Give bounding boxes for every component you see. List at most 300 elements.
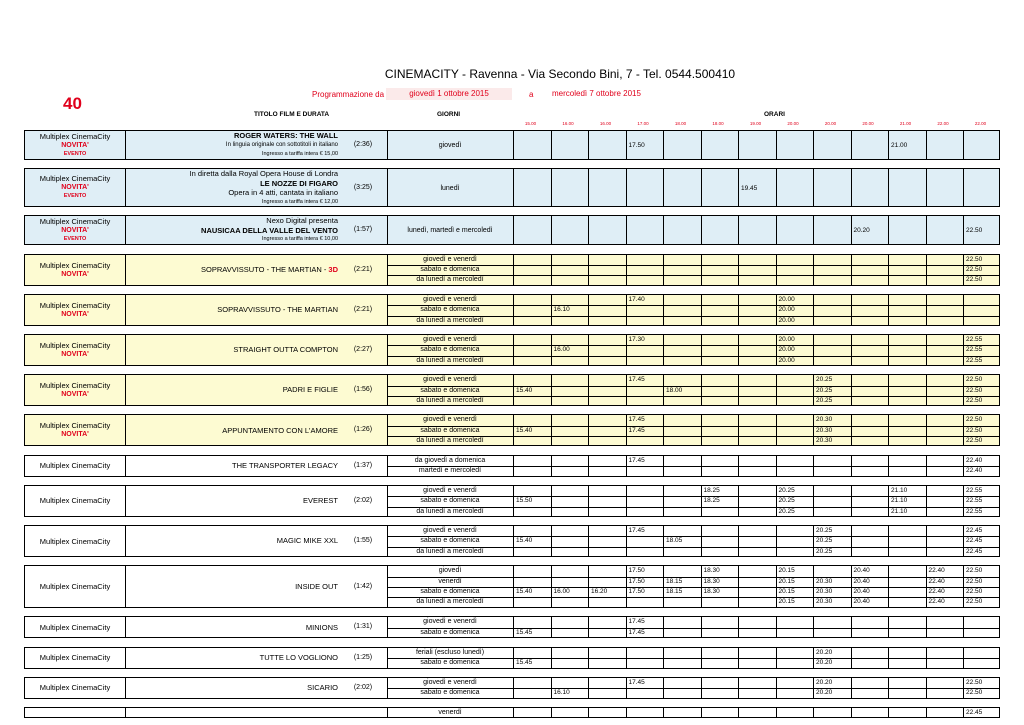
showtime: 20.20 <box>816 658 833 666</box>
film-block <box>24 616 1000 638</box>
film-title <box>98 582 338 592</box>
showtime: 17.45 <box>628 527 645 534</box>
film-title-line: Nexo Digital presenta <box>266 216 338 226</box>
showtime: 20.25 <box>816 527 833 534</box>
grid-line <box>888 708 889 717</box>
evento-badge: EVENTO <box>63 193 87 200</box>
grid-line <box>551 526 552 556</box>
novita-badge: NOVITA' <box>61 141 89 149</box>
showtime: 22.50 <box>966 386 983 394</box>
film-title-line: SOPRAVVISSUTO - THE MARTIAN <box>217 305 338 315</box>
showtime: 20.25 <box>816 547 833 555</box>
showtime: 20.15 <box>778 587 795 595</box>
showtime: 19.45 <box>741 184 758 192</box>
grid-line <box>588 375 589 405</box>
film-title-line: In diretta dalla Royal Opera House di Londra <box>189 169 338 179</box>
schedule-days: da lunedì a mercoledì <box>416 598 484 606</box>
showtime: 20.30 <box>816 437 833 445</box>
grid-line <box>626 708 627 717</box>
grid-line <box>926 415 927 445</box>
cinema-label: Multiplex CinemaCity <box>39 216 111 226</box>
column-header-orari: ORARI <box>764 111 785 118</box>
film-title-line: LE NOZZE DI FIGARO <box>260 178 338 188</box>
showtime: 20.15 <box>778 577 795 585</box>
showtime: 22.40 <box>928 567 945 575</box>
grid-line <box>926 295 927 325</box>
schedule-days: sabato e domenica <box>420 265 480 273</box>
showtime: 20.25 <box>816 376 833 384</box>
schedule-days: venerdì <box>438 709 462 716</box>
showtime: 18.25 <box>703 486 720 494</box>
schedule-days: sabato e domenica <box>420 306 480 314</box>
film-block <box>24 565 1000 608</box>
showtime: 18.05 <box>666 537 683 545</box>
film-title <box>98 265 338 275</box>
showtime: 18.30 <box>703 577 720 585</box>
film-block <box>24 647 1000 669</box>
showtime: 22.50 <box>966 598 983 606</box>
showtime: 16.00 <box>553 587 570 595</box>
film-duration: (2:21) <box>353 265 373 273</box>
evento-badge: EVENTO <box>63 150 87 157</box>
showtime: 15.45 <box>516 658 533 666</box>
showtime: 20.40 <box>853 577 870 585</box>
schedule-days: sabato e domenica <box>420 537 480 545</box>
programmazione-label: Programmazione da <box>312 90 385 99</box>
showtime: 20.30 <box>816 587 833 595</box>
grid-line <box>738 415 739 445</box>
film-title-line: Ingresso a tariffa intera € 12,00 <box>261 198 338 205</box>
grid-line <box>888 375 889 405</box>
grid-line <box>626 216 627 244</box>
showtime: 22.40 <box>966 456 983 464</box>
grid-line <box>776 415 777 445</box>
schedule-days: sabato e domenica <box>420 426 480 434</box>
grid-line <box>588 526 589 556</box>
grid-line <box>738 708 739 717</box>
schedule-days: da giovedì a domenica <box>414 456 486 464</box>
schedule-days: giovedì e venerdì <box>423 336 477 343</box>
grid-line <box>663 131 664 159</box>
time-column-tick: 18.00 <box>674 121 687 126</box>
showtime: 20.20 <box>816 648 833 656</box>
showtime: 20.00 <box>778 295 795 303</box>
schedule-days: da lunedì a mercoledì <box>416 507 484 515</box>
grid-line <box>888 526 889 556</box>
grid-line <box>626 255 627 285</box>
showtime: 20.30 <box>816 598 833 606</box>
schedule-days: giovedì e venerdì <box>423 255 477 263</box>
grid-line <box>813 335 814 365</box>
film-title-line: Opera in 4 atti, cantata in italiano <box>228 188 338 198</box>
film-title <box>98 345 338 355</box>
showtime: 22.45 <box>966 527 983 534</box>
grid-line <box>663 216 664 244</box>
showtime: 22.55 <box>966 336 983 343</box>
film-title <box>98 496 338 506</box>
grid-line <box>588 415 589 445</box>
schedule-days: da lunedì a mercoledì <box>416 276 484 284</box>
grid-line <box>926 486 927 516</box>
grid-line <box>125 708 126 717</box>
cinema-label: Multiplex CinemaCity <box>39 131 111 141</box>
film-duration: (1:31) <box>353 623 373 631</box>
showtime: 17.50 <box>628 567 645 575</box>
film-title-line: EVEREST <box>302 496 338 506</box>
grid-line <box>701 169 702 206</box>
film-title-line: MAGIC MIKE XXL <box>276 536 338 546</box>
grid-line <box>926 131 927 159</box>
film-title <box>98 216 338 245</box>
showtime: 17.45 <box>628 678 645 686</box>
film-block <box>24 677 1000 699</box>
grid-line <box>888 169 889 206</box>
novita-badge: NOVITA' <box>61 184 89 192</box>
showtime: 20.25 <box>778 497 795 505</box>
grid-line <box>738 375 739 405</box>
showtime: 18.30 <box>703 587 720 595</box>
cinema-label: Multiplex CinemaCity <box>39 582 111 592</box>
showtime: 22.45 <box>966 537 983 545</box>
showtime: 20.30 <box>816 426 833 434</box>
grid-line <box>963 169 964 206</box>
grid-line <box>888 335 889 365</box>
showtime: 22.55 <box>966 346 983 354</box>
grid-line <box>663 255 664 285</box>
showtime: 22.55 <box>966 497 983 505</box>
film-block <box>24 707 1000 718</box>
showtime: 22.50 <box>966 567 983 575</box>
showtime: 22.50 <box>966 227 983 235</box>
schedule-days: da lunedì a mercoledì <box>416 547 484 555</box>
novita-badge: NOVITA' <box>61 310 89 318</box>
film-title <box>98 305 338 315</box>
showtime: 17.45 <box>628 416 645 424</box>
showtime: 22.50 <box>966 276 983 284</box>
page-number: 40 <box>63 94 82 113</box>
grid-line <box>926 216 927 244</box>
showtime: 17.45 <box>628 426 645 434</box>
film-duration: (1:57) <box>353 226 373 234</box>
cinema-label: Multiplex CinemaCity <box>39 461 111 471</box>
film-title <box>98 169 338 207</box>
time-column-tick: 15.00 <box>524 121 537 126</box>
novita-badge: NOVITA' <box>61 270 89 278</box>
grid-line <box>738 295 739 325</box>
film-title-line: ROGER WATERS: THE WALL <box>233 131 338 140</box>
cinema-label: Multiplex CinemaCity <box>39 300 111 310</box>
grid-line <box>701 526 702 556</box>
schedule-days: giovedì e venerdì <box>423 376 477 384</box>
grid-line <box>851 486 852 516</box>
film-block <box>24 215 1000 245</box>
grid-line <box>851 255 852 285</box>
showtime: 22.50 <box>966 265 983 273</box>
showtime: 17.30 <box>628 336 645 343</box>
grid-line <box>813 486 814 516</box>
grid-line <box>701 708 702 717</box>
grid-line <box>738 255 739 285</box>
grid-line <box>701 216 702 244</box>
showtime: 18.15 <box>666 587 683 595</box>
schedule-days: giovedì e venerdì <box>423 678 477 686</box>
film-block <box>24 334 1000 366</box>
film-block <box>24 414 1000 446</box>
grid-line <box>588 708 589 717</box>
showtime: 15.40 <box>516 537 533 545</box>
showtime: 22.50 <box>966 396 983 404</box>
cinema-label: Multiplex CinemaCity <box>39 341 111 350</box>
grid-line <box>776 169 777 206</box>
showtime: 22.40 <box>928 577 945 585</box>
grid-line <box>851 708 852 717</box>
film-title-line: STRAIGHT OUTTA COMPTON <box>233 345 338 355</box>
showtime: 20.40 <box>853 587 870 595</box>
grid-line <box>813 216 814 244</box>
showtime: 17.50 <box>628 587 645 595</box>
film-block <box>24 294 1000 326</box>
grid-line <box>588 169 589 206</box>
showtime: 15.40 <box>516 426 533 434</box>
grid-line <box>963 131 964 159</box>
date-to: mercoledì 7 ottobre 2015 <box>552 89 641 98</box>
showtime: 22.50 <box>966 577 983 585</box>
page-title: CINEMACITY - Ravenna - Via Secondo Bini, 7 - Tel. 0544.500410 <box>384 67 736 81</box>
showtime: 16.10 <box>553 689 570 697</box>
time-column-tick: 19.00 <box>749 121 762 126</box>
film-duration: (2:27) <box>353 346 373 353</box>
grid-line <box>588 131 589 159</box>
showtime: 20.40 <box>853 598 870 606</box>
grid-line <box>851 169 852 206</box>
showtime: 15.40 <box>516 386 533 394</box>
time-column-tick: 20.00 <box>787 121 799 126</box>
schedule-days: sabato e domenica <box>420 346 480 354</box>
grid-line <box>738 335 739 365</box>
grid-line <box>963 295 964 325</box>
film-block <box>24 254 1000 286</box>
grid-line <box>813 131 814 159</box>
cinema-label: Multiplex CinemaCity <box>39 174 111 184</box>
showtime: 21.00 <box>891 142 908 149</box>
showtime: 17.45 <box>628 618 645 626</box>
grid-line <box>851 415 852 445</box>
showtime: 20.25 <box>816 537 833 545</box>
schedule-days: giovedì <box>438 567 462 575</box>
grid-line <box>588 216 589 244</box>
film-duration: (1:56) <box>353 386 373 394</box>
schedule-days: giovedì e venerdì <box>423 618 477 626</box>
film-title-line: PADRI E FIGLIE <box>282 385 338 395</box>
date-separator: a <box>529 90 534 99</box>
grid-line <box>551 375 552 405</box>
grid-line <box>888 216 889 244</box>
schedule-days: sabato e domenica <box>420 628 480 636</box>
showtime: 17.45 <box>628 456 645 464</box>
showtime: 16.10 <box>553 306 570 314</box>
grid-line <box>813 708 814 717</box>
film-duration: (2:21) <box>353 305 373 313</box>
showtime: 16.20 <box>591 587 608 595</box>
grid-line <box>813 169 814 206</box>
novita-badge: NOVITA' <box>61 391 89 399</box>
film-title-line: Ingresso a tariffa intera € 15,00 <box>261 151 338 157</box>
schedule-days: da lunedì a mercoledì <box>416 356 484 364</box>
grid-line <box>851 295 852 325</box>
showtime: 18.25 <box>703 497 720 505</box>
showtime: 20.00 <box>778 336 795 343</box>
column-header-giorni: GIORNI <box>437 111 461 118</box>
novita-badge: NOVITA' <box>61 226 89 234</box>
grid-line <box>926 375 927 405</box>
showtime: 22.45 <box>966 547 983 555</box>
column-header-title: TITOLO FILM E DURATA <box>254 111 330 118</box>
film-block <box>24 485 1000 517</box>
showtime: 22.50 <box>966 255 983 263</box>
novita-badge: NOVITA' <box>61 351 89 358</box>
showtime: 20.20 <box>816 678 833 686</box>
film-title <box>98 426 338 436</box>
film-title-line: MINIONS <box>305 622 338 632</box>
film-duration: (1:37) <box>353 461 373 469</box>
schedule-days: sabato e domenica <box>420 689 480 697</box>
schedule-days: venerdì <box>438 577 462 585</box>
grid-line <box>551 486 552 516</box>
grid-line <box>513 255 514 285</box>
grid-line <box>588 295 589 325</box>
showtime: 22.55 <box>966 486 983 494</box>
grid-line <box>701 335 702 365</box>
film-block <box>24 168 1000 207</box>
schedule-days: giovedì e venerdì <box>423 486 477 494</box>
schedule-days: feriali (escluso lunedì) <box>415 648 485 656</box>
film-title <box>98 461 338 471</box>
showtime: 17.45 <box>628 628 645 636</box>
schedule-days: lunedì <box>440 184 460 192</box>
film-title-line: APPUNTAMENTO CON L'AMORE <box>222 425 338 435</box>
film-duration: (1:42) <box>353 582 373 590</box>
showtime: 20.25 <box>816 386 833 394</box>
showtime: 20.40 <box>853 567 870 575</box>
cinema-label: Multiplex CinemaCity <box>39 421 111 431</box>
film-title-line: NAUSICAA DELLA VALLE DEL VENTO <box>201 225 338 235</box>
showtime: 15.40 <box>516 587 533 595</box>
grid-line <box>588 335 589 365</box>
time-column-tick: 20.00 <box>824 121 837 126</box>
cinema-label: Multiplex CinemaCity <box>39 653 111 663</box>
film-title-line: INSIDE OUT <box>295 581 338 591</box>
film-title-line: SOPRAVVISSUTO - THE MARTIAN - 3D <box>201 264 338 274</box>
film-title-line: SICARIO <box>307 683 338 693</box>
showtime: 18.30 <box>703 567 720 575</box>
showtime: 17.50 <box>628 142 645 149</box>
grid-line <box>701 131 702 159</box>
showtime: 15.45 <box>516 628 533 636</box>
grid-line <box>888 255 889 285</box>
showtime: 17.50 <box>628 577 645 585</box>
film-duration: (1:26) <box>353 426 373 434</box>
grid-line <box>663 415 664 445</box>
film-title-line: TUTTE LO VOGLIONO <box>259 652 338 662</box>
schedule-days: lunedì, martedì e mercoledì <box>407 227 493 235</box>
film-title-line: Ingresso a tariffa intera € 10,00 <box>261 236 338 243</box>
grid-line <box>926 255 927 285</box>
novita-badge: NOVITA' <box>61 431 89 439</box>
showtime: 22.50 <box>966 678 983 686</box>
grid-line <box>851 131 852 159</box>
showtime: 18.15 <box>666 577 683 585</box>
cinema-label: Multiplex CinemaCity <box>39 622 111 632</box>
showtime: 20.30 <box>816 416 833 424</box>
film-title <box>98 623 338 633</box>
grid-line <box>926 526 927 556</box>
time-column-tick: 18.00 <box>712 121 724 126</box>
schedule-days: da lunedì a mercoledì <box>416 316 484 324</box>
schedule-days: giovedì e venerdì <box>423 527 477 534</box>
grid-line <box>588 486 589 516</box>
showtime: 22.50 <box>966 376 983 384</box>
grid-line <box>663 708 664 717</box>
film-title <box>98 683 338 693</box>
showtime: 22.50 <box>966 437 983 445</box>
schedule-days: da lunedì a mercoledì <box>416 396 484 404</box>
grid-line <box>813 295 814 325</box>
grid-line <box>551 216 552 244</box>
showtime: 20.15 <box>778 598 795 606</box>
showtime: 21.10 <box>891 497 908 505</box>
cinema-label: Multiplex CinemaCity <box>39 536 111 546</box>
film-block <box>24 374 1000 406</box>
showtime: 20.30 <box>816 577 833 585</box>
grid-line <box>701 415 702 445</box>
grid-line <box>738 486 739 516</box>
schedule-days: sabato e domenica <box>420 587 480 595</box>
time-column-tick: 21.00 <box>899 121 912 126</box>
showtime: 16.00 <box>553 346 570 354</box>
grid-line <box>776 375 777 405</box>
grid-line <box>513 708 514 717</box>
grid-line <box>551 131 552 159</box>
showtime: 22.50 <box>966 416 983 424</box>
grid-line <box>513 131 514 159</box>
schedule-days: giovedì <box>438 142 462 149</box>
format-3d-badge: 3D <box>328 264 338 274</box>
film-title <box>98 536 338 546</box>
time-column-tick: 22.00 <box>937 121 949 126</box>
showtime: 22.50 <box>966 587 983 595</box>
film-duration: (2:02) <box>353 496 373 504</box>
date-from: giovedì 1 ottobre 2015 <box>386 88 512 100</box>
grid-line <box>776 708 777 717</box>
showtime: 22.55 <box>966 507 983 515</box>
grid-line <box>776 255 777 285</box>
grid-line <box>588 255 589 285</box>
showtime: 17.40 <box>628 295 645 303</box>
grid-line <box>851 526 852 556</box>
grid-line <box>851 375 852 405</box>
grid-line <box>776 216 777 244</box>
grid-line <box>926 708 927 717</box>
grid-line <box>626 486 627 516</box>
film-title-line: In linguia originale con sottotitoli in italiano <box>225 141 338 148</box>
showtime: 20.00 <box>778 306 795 314</box>
film-duration: (2:02) <box>353 683 373 691</box>
time-column-tick: 16.00 <box>562 121 574 126</box>
showtime: 22.40 <box>928 587 945 595</box>
grid-line <box>888 415 889 445</box>
grid-line <box>776 131 777 159</box>
showtime: 22.40 <box>928 598 945 606</box>
